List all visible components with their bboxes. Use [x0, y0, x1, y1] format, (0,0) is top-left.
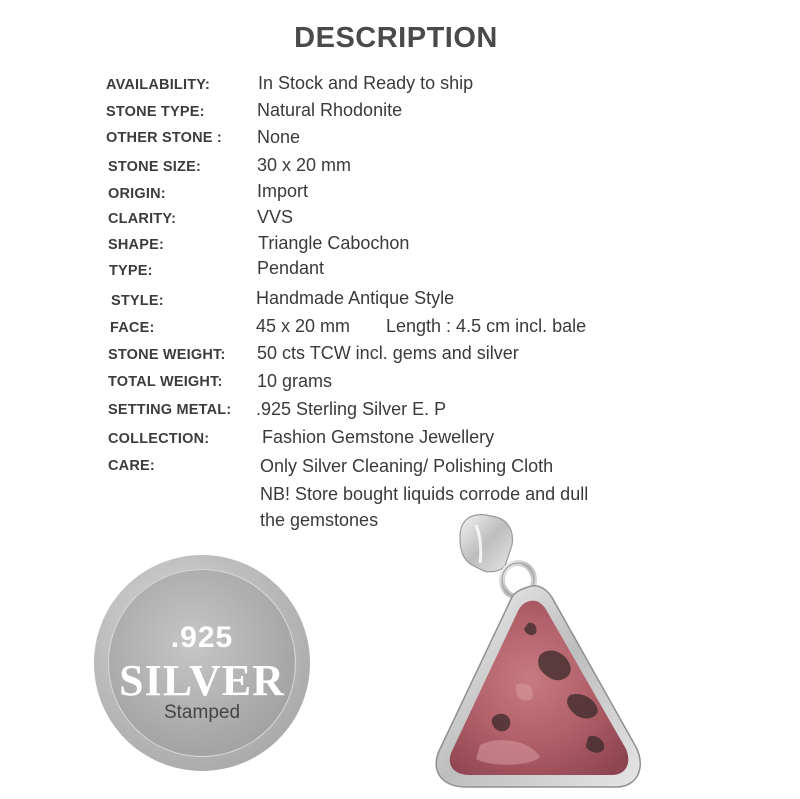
badge-purity: .925: [170, 621, 234, 654]
care-note-line-2: the gemstones: [260, 510, 379, 530]
spec-value-stone-type: Natural Rhodonite: [257, 100, 403, 120]
spec-value-setting-metal: .925 Sterling Silver E. P: [256, 399, 447, 419]
spec-value-stone-size: 30 x 20 mm: [257, 155, 352, 175]
spec-label-collection: COLLECTION:: [108, 431, 210, 447]
spec-value-stone-weight: 50 cts TCW incl. gems and silver: [257, 343, 519, 363]
spec-label-stone-weight: STONE WEIGHT:: [108, 347, 226, 363]
spec-label-setting-metal: SETTING METAL:: [108, 402, 232, 418]
spec-label-shape: SHAPE:: [108, 237, 164, 253]
spec-label-stone-size: STONE SIZE:: [108, 159, 201, 175]
spec-label-clarity: CLARITY:: [108, 211, 177, 227]
pendant-bale: [460, 515, 512, 572]
spec-label-style: STYLE:: [111, 293, 164, 309]
spec-label-face: FACE:: [110, 320, 155, 336]
silver-stamp-badge: [94, 555, 310, 771]
page-title: DESCRIPTION: [294, 22, 498, 54]
spec-value-care: Only Silver Cleaning/ Polishing Cloth: [260, 456, 554, 476]
badge-metal: SILVER: [119, 656, 285, 705]
spec-label-type: TYPE:: [109, 263, 153, 279]
badge-inner-ring: [108, 569, 296, 757]
spec-label-care: CARE:: [108, 458, 155, 474]
spec-value-availability: In Stock and Ready to ship: [258, 73, 474, 93]
spec-value-length: Length : 4.5 cm incl. bale: [386, 316, 587, 336]
spec-value-style: Handmade Antique Style: [256, 288, 455, 308]
spec-value-collection: Fashion Gemstone Jewellery: [262, 427, 495, 447]
spec-value-other-stone: None: [257, 127, 301, 147]
spec-label-total-weight: TOTAL WEIGHT:: [108, 374, 223, 390]
spec-value-face: 45 x 20 mm: [256, 316, 351, 336]
spec-label-availability: AVAILABILITY:: [106, 77, 211, 93]
spec-label-other-stone: OTHER STONE :: [106, 130, 222, 146]
spec-value-clarity: VVS: [257, 207, 294, 227]
pendant-image: [420, 505, 660, 799]
care-note-line-1: NB! Store bought liquids corrode and dull: [260, 484, 589, 504]
spec-value-origin: Import: [257, 181, 309, 201]
spec-value-total-weight: 10 grams: [257, 371, 333, 391]
spec-label-stone-type: STONE TYPE:: [106, 104, 205, 120]
badge-stamped: Stamped: [163, 702, 241, 723]
spec-value-shape: Triangle Cabochon: [258, 233, 410, 253]
spec-value-type: Pendant: [257, 258, 325, 278]
spec-label-origin: ORIGIN:: [108, 186, 166, 202]
